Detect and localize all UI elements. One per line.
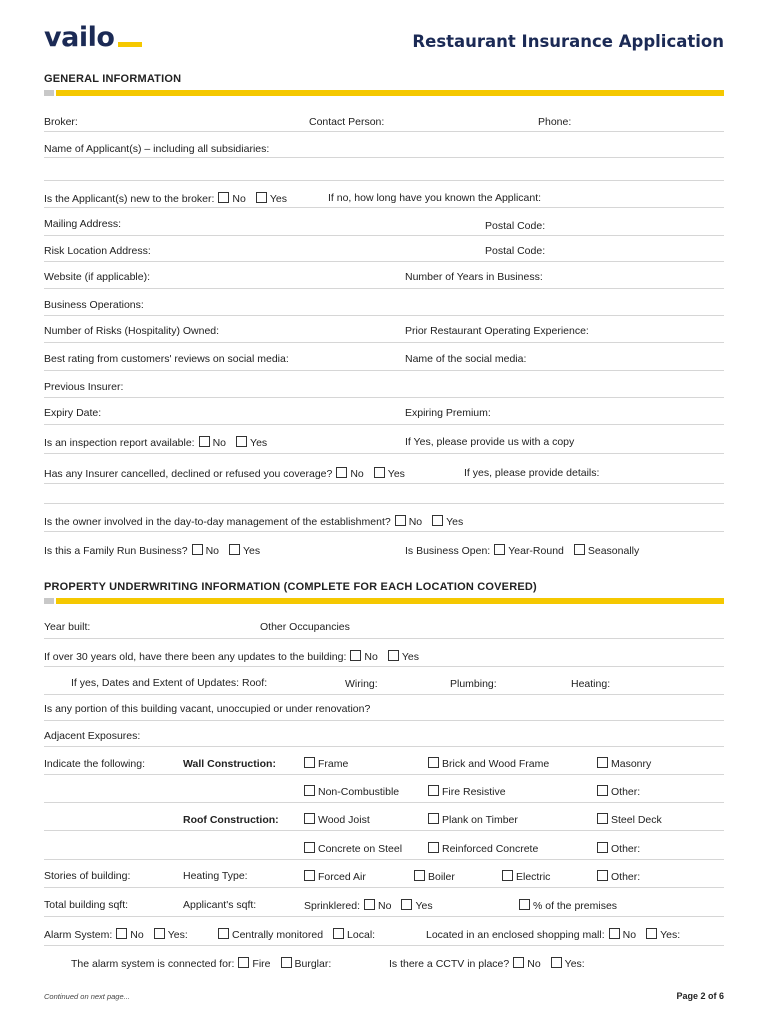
year-round-checkbox[interactable] [494, 544, 505, 555]
alarm-type-options: Centrally monitored Local: [214, 928, 375, 941]
family-run-yes-checkbox[interactable] [229, 544, 240, 555]
previous-insurer-label: Previous Insurer: [44, 381, 124, 393]
social-media-name-label: Name of the social media: [405, 353, 527, 365]
boiler-checkbox[interactable] [414, 870, 425, 881]
masonry-option: Masonry [593, 757, 651, 770]
adjacent-exposures-label: Adjacent Exposures: [44, 730, 141, 742]
forced-air-option: Forced Air [300, 870, 366, 883]
enclosed-mall-question: Located in an enclosed shopping mall: No Yes: [426, 929, 681, 941]
roof-other-checkbox[interactable] [597, 842, 608, 853]
sprinklered-yes-checkbox[interactable] [401, 899, 412, 910]
heating-label: Heating: [571, 678, 611, 690]
inspection-no-checkbox[interactable] [199, 436, 210, 447]
steel-deck-option: Steel Deck [593, 813, 662, 826]
wiring-label: Wiring: [345, 678, 378, 690]
owner-yes-checkbox[interactable] [432, 515, 443, 526]
new-to-broker-no-checkbox[interactable] [218, 192, 229, 203]
cctv-yes-checkbox[interactable] [551, 957, 562, 968]
inspection-yes-checkbox[interactable] [236, 436, 247, 447]
property-section-heading: PROPERTY UNDERWRITING INFORMATION (COMPLETE FOR EACH LOCATION COVERED) [44, 581, 537, 593]
over-30-years-question: If over 30 years old, have there been any updates to the building: No Yes [44, 651, 419, 663]
non-combustible-option: Non-Combustible [300, 785, 399, 798]
general-section-heading: GENERAL INFORMATION [44, 73, 182, 85]
alarm-connected-question: The alarm system is connected for: Fire Burglar: [71, 958, 332, 970]
updates-roof-label: If yes, Dates and Extent of Updates: Roof: [71, 677, 268, 689]
inspection-report-question: Is an inspection report available: No Yes [44, 437, 268, 449]
phone-label: Phone: [538, 116, 572, 128]
business-open-question: Is Business Open: Year-Round Seasonally [405, 545, 640, 557]
heating-other-option: Other: [593, 870, 640, 883]
pct-premises-checkbox[interactable] [519, 899, 530, 910]
fire-resistive-checkbox[interactable] [428, 785, 439, 796]
local-checkbox[interactable] [333, 928, 344, 939]
risk-location-label: Risk Location Address: [44, 245, 151, 257]
alarm-yes-checkbox[interactable] [154, 928, 165, 939]
page-number: Page 2 of 6 [676, 991, 724, 1001]
indicate-following-label: Indicate the following: [44, 758, 145, 770]
cancelled-no-checkbox[interactable] [336, 467, 347, 478]
electric-checkbox[interactable] [502, 870, 513, 881]
total-sqft-label: Total building sqft: [44, 899, 129, 911]
mailing-address-label: Mailing Address: [44, 218, 122, 230]
postal-code-label-1: Postal Code: [485, 220, 546, 232]
concrete-steel-checkbox[interactable] [304, 842, 315, 853]
wood-joist-option: Wood Joist [300, 813, 370, 826]
vacant-question: Is any portion of this building vacant, unoccupied or under renovation? [44, 703, 371, 715]
property-section-bar [44, 598, 724, 604]
logo-accent-bar [118, 42, 142, 47]
masonry-checkbox[interactable] [597, 757, 608, 768]
cctv-question: Is there a CCTV in place? No Yes: [389, 958, 585, 970]
broker-label: Broker: [44, 116, 78, 128]
postal-code-label-2: Postal Code: [485, 245, 546, 257]
owner-no-checkbox[interactable] [395, 515, 406, 526]
expiry-date-label: Expiry Date: [44, 407, 102, 419]
mall-no-checkbox[interactable] [609, 928, 620, 939]
alarm-system-question: Alarm System: No Yes: [44, 929, 188, 941]
stories-label: Stories of building: [44, 870, 131, 882]
vailo-logo: vailo [44, 22, 115, 53]
business-operations-label: Business Operations: [44, 299, 144, 311]
updates-yes-checkbox[interactable] [388, 650, 399, 661]
updates-no-checkbox[interactable] [350, 650, 361, 661]
plank-timber-checkbox[interactable] [428, 813, 439, 824]
sprinklered-no-checkbox[interactable] [364, 899, 375, 910]
reinforced-concrete-option: Reinforced Concrete [424, 842, 538, 855]
frame-checkbox[interactable] [304, 757, 315, 768]
concrete-steel-option: Concrete on Steel [300, 842, 402, 855]
family-run-no-checkbox[interactable] [192, 544, 203, 555]
heating-type-label: Heating Type: [183, 870, 248, 882]
boiler-option: Boiler [410, 870, 455, 883]
brick-wood-option: Brick and Wood Frame [424, 757, 549, 770]
seasonally-checkbox[interactable] [574, 544, 585, 555]
owner-involved-question: Is the owner involved in the day-to-day management of the establishment? No Yes [44, 516, 464, 528]
family-run-question: Is this a Family Run Business? No Yes [44, 545, 261, 557]
applicant-sqft-label: Applicant's sqft: [183, 899, 257, 911]
fire-resistive-option: Fire Resistive [424, 785, 506, 798]
brick-wood-checkbox[interactable] [428, 757, 439, 768]
pct-premises-option: % of the premises [515, 899, 617, 912]
forced-air-checkbox[interactable] [304, 870, 315, 881]
page-title: Restaurant Insurance Application [412, 32, 724, 51]
centrally-monitored-checkbox[interactable] [218, 928, 229, 939]
electric-option: Electric [498, 870, 550, 883]
mall-yes-checkbox[interactable] [646, 928, 657, 939]
insurer-cancelled-question: Has any Insurer cancelled, declined or refused you coverage? No Yes [44, 468, 405, 480]
alarm-no-checkbox[interactable] [116, 928, 127, 939]
contact-person-label: Contact Person: [309, 116, 385, 128]
how-long-label: If no, how long have you known the Applicant: [328, 192, 542, 204]
applicant-name-label: Name of Applicant(s) – including all subsidiaries: [44, 143, 270, 155]
wall-other-option: Other: [593, 785, 640, 798]
continued-note: Continued on next page... [44, 992, 130, 1001]
expiring-premium-label: Expiring Premium: [405, 407, 491, 419]
plank-timber-option: Plank on Timber [424, 813, 518, 826]
cancelled-yes-checkbox[interactable] [374, 467, 385, 478]
years-in-business-label: Number of Years in Business: [405, 271, 543, 283]
best-rating-label: Best rating from customers' reviews on social media: [44, 353, 289, 365]
other-occupancies-label: Other Occupancies [260, 621, 350, 633]
sprinklered-question: Sprinklered: No Yes [304, 900, 433, 912]
risks-owned-label: Number of Risks (Hospitality) Owned: [44, 325, 220, 337]
non-combustible-checkbox[interactable] [304, 785, 315, 796]
provide-copy-label: If Yes, please provide us with a copy [405, 436, 575, 448]
general-section-bar [44, 90, 724, 96]
provide-details-label: If yes, please provide details: [464, 467, 600, 479]
roof-other-option: Other: [593, 842, 640, 855]
wall-construction-label: Wall Construction: [183, 758, 276, 770]
prior-experience-label: Prior Restaurant Operating Experience: [405, 325, 589, 337]
burglar-checkbox[interactable] [281, 957, 292, 968]
reinforced-concrete-checkbox[interactable] [428, 842, 439, 853]
plumbing-label: Plumbing: [450, 678, 497, 690]
cctv-no-checkbox[interactable] [513, 957, 524, 968]
roof-construction-label: Roof Construction: [183, 814, 279, 826]
heating-other-checkbox[interactable] [597, 870, 608, 881]
wood-joist-checkbox[interactable] [304, 813, 315, 824]
new-to-broker-yes-checkbox[interactable] [256, 192, 267, 203]
wall-other-checkbox[interactable] [597, 785, 608, 796]
year-built-label: Year built: [44, 621, 91, 633]
frame-option: Frame [300, 757, 348, 770]
website-label: Website (if applicable): [44, 271, 151, 283]
fire-checkbox[interactable] [238, 957, 249, 968]
new-to-broker-question: Is the Applicant(s) new to the broker: No Yes [44, 193, 287, 205]
steel-deck-checkbox[interactable] [597, 813, 608, 824]
